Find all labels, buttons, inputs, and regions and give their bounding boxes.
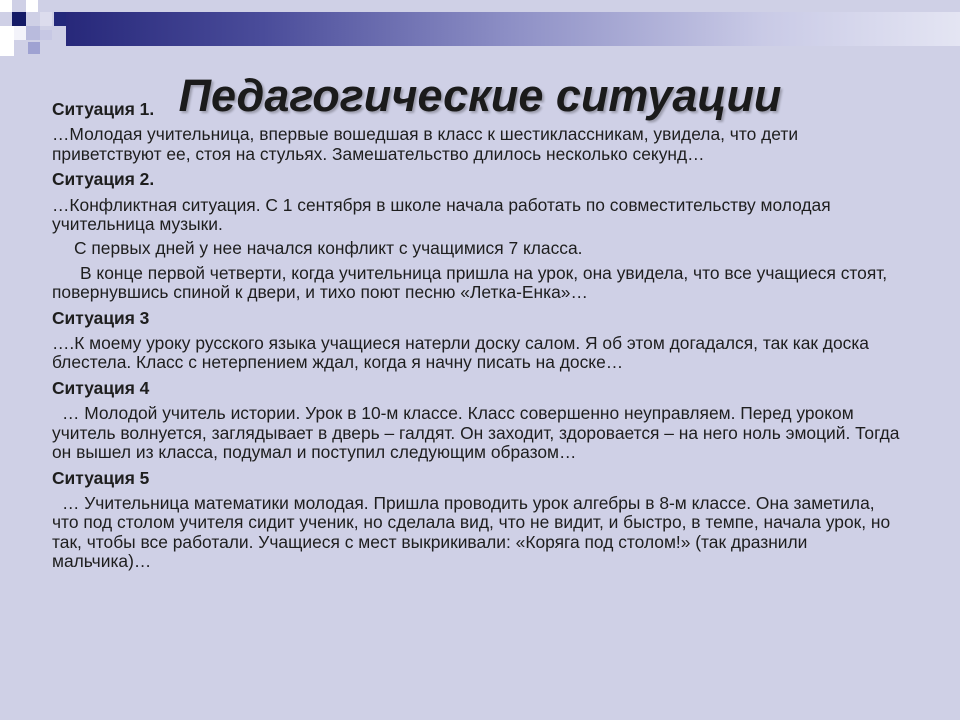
- decor-square: [28, 42, 40, 54]
- situation-text: …Конфликтная ситуация. С 1 сентября в школе начала работать по совместительству молодая учительница музыки.: [52, 194, 831, 235]
- decor-square: [0, 26, 14, 56]
- situation-text: С первых дней у нее начался конфликт с учащимися 7 класса.: [74, 238, 583, 259]
- slide-title: Педагогические ситуации: [178, 70, 782, 121]
- situation-heading: Ситуация 3: [52, 307, 150, 328]
- decor-square: [40, 30, 52, 40]
- header-gradient-bar: [66, 12, 960, 46]
- situation-text: В конце первой четверти, когда учительница пришла на урок, она увидела, что все учащиеся стоят, повернувшись спиной к двери, и тихо поют песню «Летка-Енка»…: [52, 262, 888, 303]
- situation-text: …Молодая учительница, впервые вошедшая в класс к шестиклассникам, увидела, что дети приветствуют ее, стоя на стульях. Замешательство длилось несколько секунд…: [52, 124, 799, 164]
- decor-square: [54, 12, 66, 26]
- decor-square: [14, 26, 26, 40]
- situation-heading: Ситуация 1.: [52, 99, 155, 119]
- situation-text: … Учительница математики молодая. Пришла проводить урок алгебры в 8-м классе. Она заметила, что под столом учителя сидит ученик, но сделала вид, что не видит, и быстро, в темпе, начала урок, но так, чтобы все работали. Учащиеся с мест выкрикивали: «Коряга под столом!» (так дразнили мальчика)…: [52, 492, 891, 572]
- situation-heading: Ситуация 2.: [52, 169, 155, 190]
- decor-square: [26, 26, 40, 40]
- situation-heading: Ситуация 4: [52, 377, 150, 398]
- decor-square: [40, 12, 52, 26]
- decor-square: [12, 12, 26, 26]
- decor-square: [0, 0, 12, 12]
- situation-text: … Молодой учитель истории. Урок в 10-м классе. Класс совершенно неуправляем. Перед уроком учитель волнуется, заглядывает в дверь – галдят. Он заходит, здоровается – на него ноль эмоций. Тогда он вышел из класса, подумал и поступил следующим образом…: [52, 403, 900, 463]
- decor-square: [26, 0, 38, 12]
- slide-body: [52, 100, 902, 572]
- decorative-header-band: [0, 0, 960, 58]
- situation-heading: Ситуация 5: [52, 467, 150, 488]
- situation-text: ….К моему уроку русского языка учащиеся натерли доску салом. Я об этом догадался, так как доска блестела. Класс с нетерпением ждал, когда я начну писать на доске…: [52, 333, 869, 373]
